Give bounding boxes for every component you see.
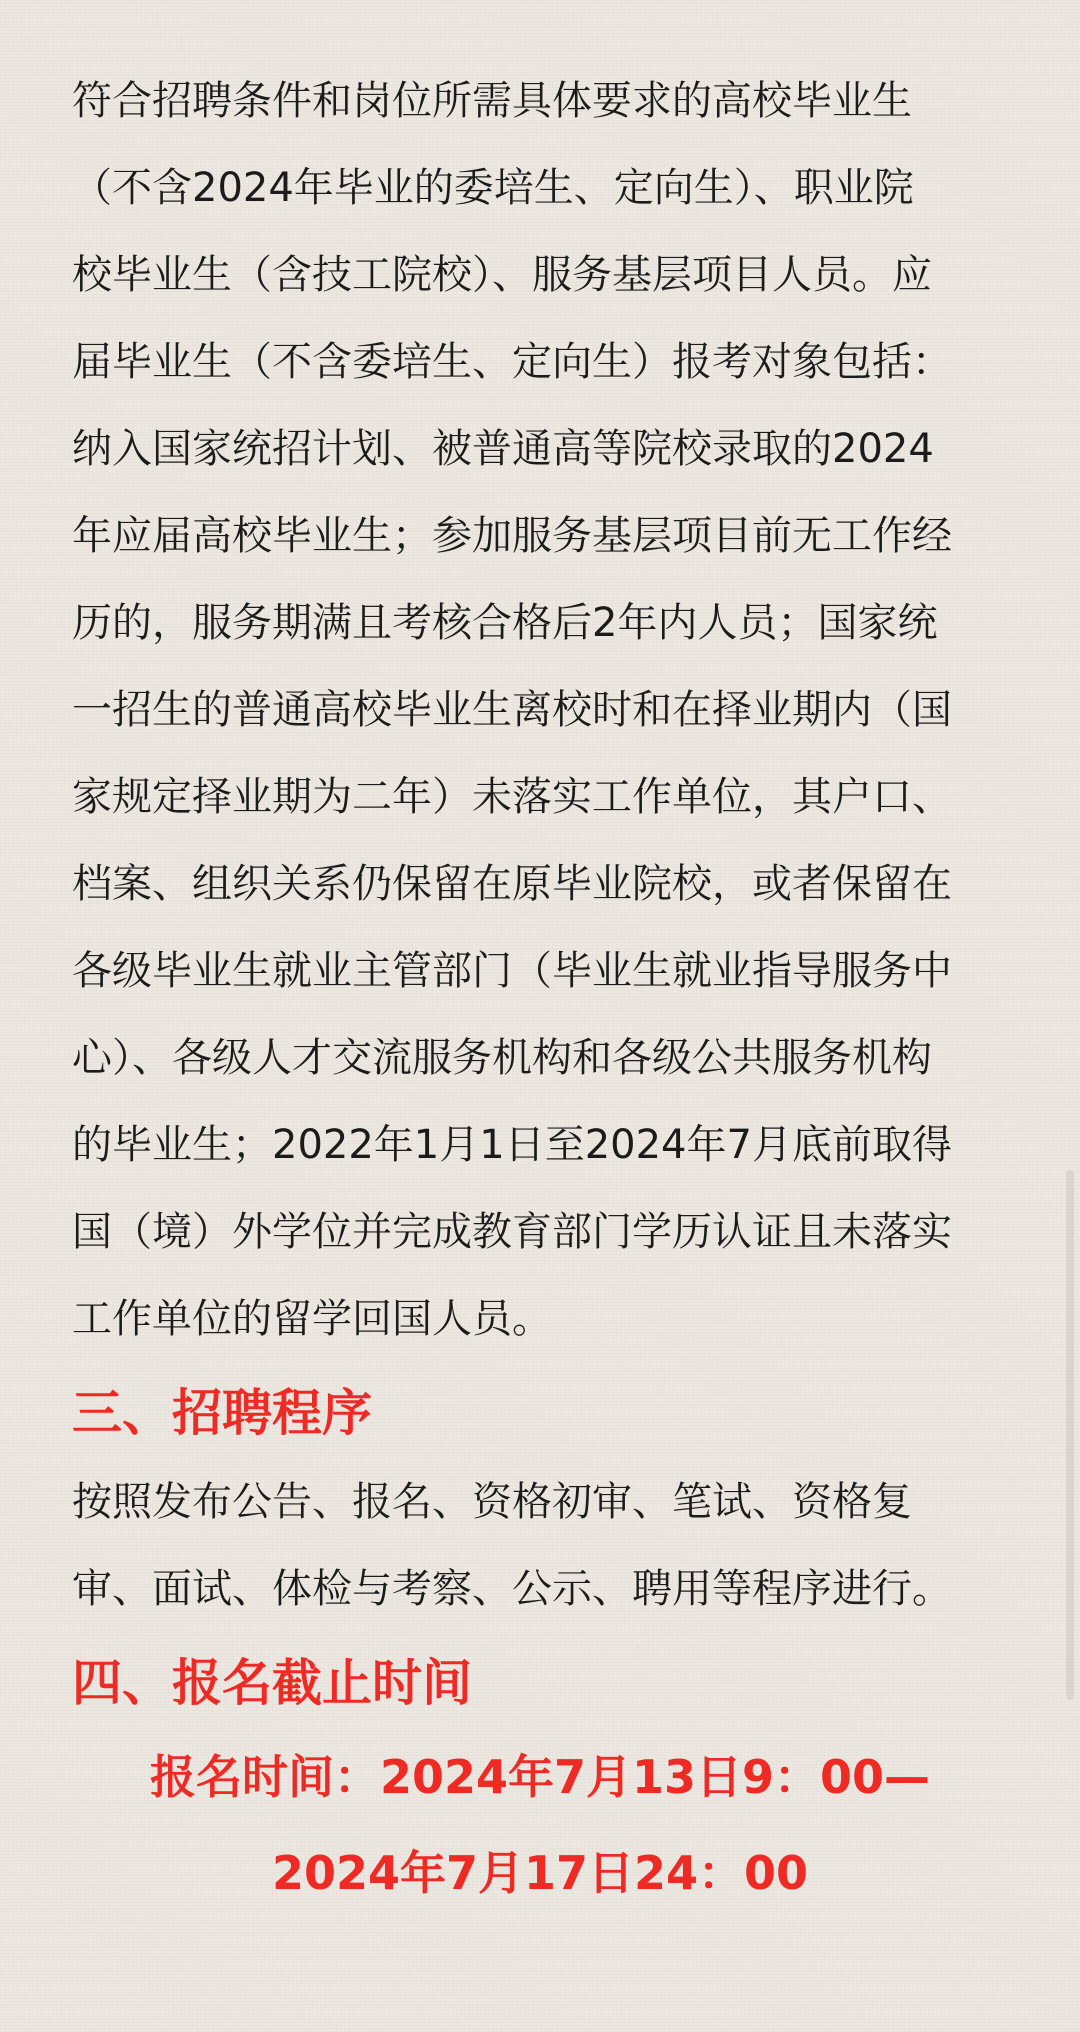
document-content bbox=[72, 58, 1008, 1921]
procedure-paragraph bbox=[72, 1459, 1008, 1633]
text-line: 审、面试、体检与考察、公示、聘用等程序进行。 bbox=[72, 1566, 952, 1612]
text-line: 纳入国家统招计划、被普通高等院校录取的2024 bbox=[72, 426, 934, 472]
text-line: 符合招聘条件和岗位所需具体要求的高校毕业生 bbox=[72, 78, 912, 124]
section-heading-recruitment-procedure: 三、招聘程序 bbox=[72, 1384, 372, 1442]
text-line: 国（境）外学位并完成教育部门学历认证且未落实 bbox=[72, 1209, 952, 1255]
text-line: 按照发布公告、报名、资格初审、笔试、资格复 bbox=[72, 1479, 912, 1525]
eligibility-paragraph bbox=[72, 58, 1008, 1363]
text-line: 工作单位的留学回国人员。 bbox=[72, 1296, 552, 1342]
section-heading-registration-deadline: 四、报名截止时间 bbox=[72, 1654, 472, 1712]
text-line: 家规定择业期为二年）未落实工作单位，其户口、 bbox=[72, 774, 952, 820]
text-line: 年应届高校毕业生；参加服务基层项目前无工作经 bbox=[72, 513, 952, 559]
text-line: 一招生的普通高校毕业生离校时和在择业期内（国 bbox=[72, 687, 952, 733]
text-line: （不含2024年毕业的委培生、定向生）、职业院 bbox=[72, 165, 914, 211]
text-line: 的毕业生；2022年1月1日至2024年7月底前取得 bbox=[72, 1122, 952, 1168]
text-line: 届毕业生（不含委培生、定向生）报考对象包括： bbox=[72, 339, 952, 385]
scrollbar[interactable] bbox=[1066, 1170, 1074, 1700]
text-line: 历的，服务期满且考核合格后2年内人员；国家统 bbox=[72, 600, 938, 646]
registration-time-line: 2024年7月17日24：00 bbox=[271, 1846, 809, 1900]
registration-time-line: 报名时间：2024年7月13日9：00— bbox=[149, 1750, 931, 1804]
text-line: 档案、组织关系仍保留在原毕业院校，或者保留在 bbox=[72, 861, 952, 907]
text-line: 心）、各级人才交流服务机构和各级公共服务机构 bbox=[72, 1035, 932, 1081]
registration-time bbox=[72, 1729, 1008, 1921]
text-line: 各级毕业生就业主管部门（毕业生就业指导服务中 bbox=[72, 948, 952, 994]
text-line: 校毕业生（含技工院校）、服务基层项目人员。应 bbox=[72, 252, 932, 298]
